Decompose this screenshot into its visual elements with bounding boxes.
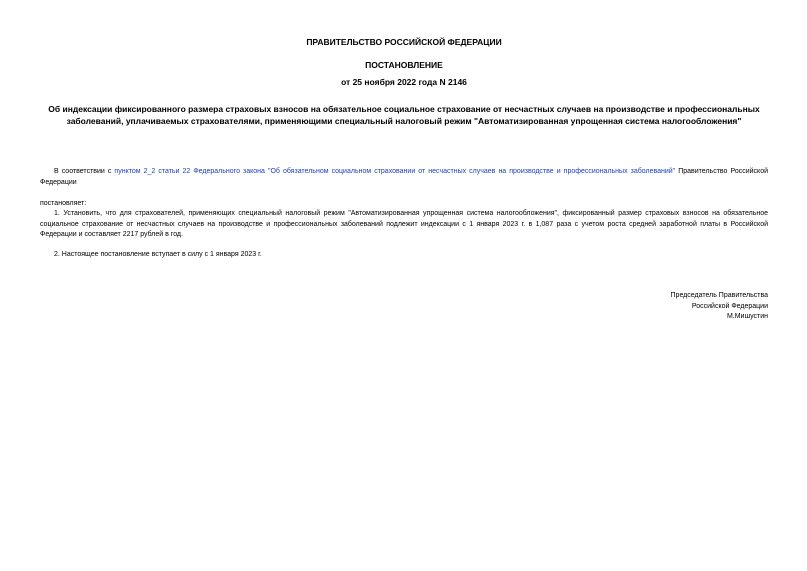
resolves-text: постановляет: — [40, 200, 87, 207]
document-date-number: от 25 ноября 2022 года N 2146 — [341, 77, 467, 87]
preamble-suffix: Правительство Российской Федерации — [40, 168, 768, 186]
document-title: Об индексации фиксированного размера страховых взносов на обязательное социальное страхование от несчастных случаев на производстве и профессиональных заболеваний, уплачиваемых страхователями, применяющими специальный налоговый режим "Автоматизированная упрощенная система налогообложения" — [48, 104, 760, 126]
signature-title: Председатель Правительства — [670, 292, 768, 299]
clause-1: 1. Установить, что для страхователей, применяющих специальный налоговый режим "Автоматизированная упрощенная система налогообложения", фиксированный размер страховых взносов на обязательное социальное страхование от несчастных случаев на производстве и профессиональных заболеваний подлежит индексации с 1 января 2023 г. в 1,087 раза с учетом роста средней заработной платы в Российской Федерации и составляет 2217 рублей в год. — [40, 210, 768, 238]
signature-block — [671, 291, 768, 323]
signature-country: Российской Федерации — [691, 302, 768, 310]
clause-2: 2. Настоящее постановление вступает в силу с 1 января 2023 г. — [54, 251, 262, 258]
document-type: ПОСТАНОВЛЕНИЕ — [365, 60, 443, 70]
federal-law-link[interactable]: пунктом 2_2 статьи 22 Федерального закона "Об обязательном социальном страховании от несчастных случаев на производстве и профессиональных заболеваний" — [114, 168, 676, 175]
preamble-prefix: В соответствии с — [54, 168, 115, 175]
government-header: ПРАВИТЕЛЬСТВО РОССИЙСКОЙ ФЕДЕРАЦИИ — [306, 37, 502, 47]
preamble-paragraph — [40, 167, 768, 188]
signature-name: М.Мишустин — [726, 313, 768, 320]
